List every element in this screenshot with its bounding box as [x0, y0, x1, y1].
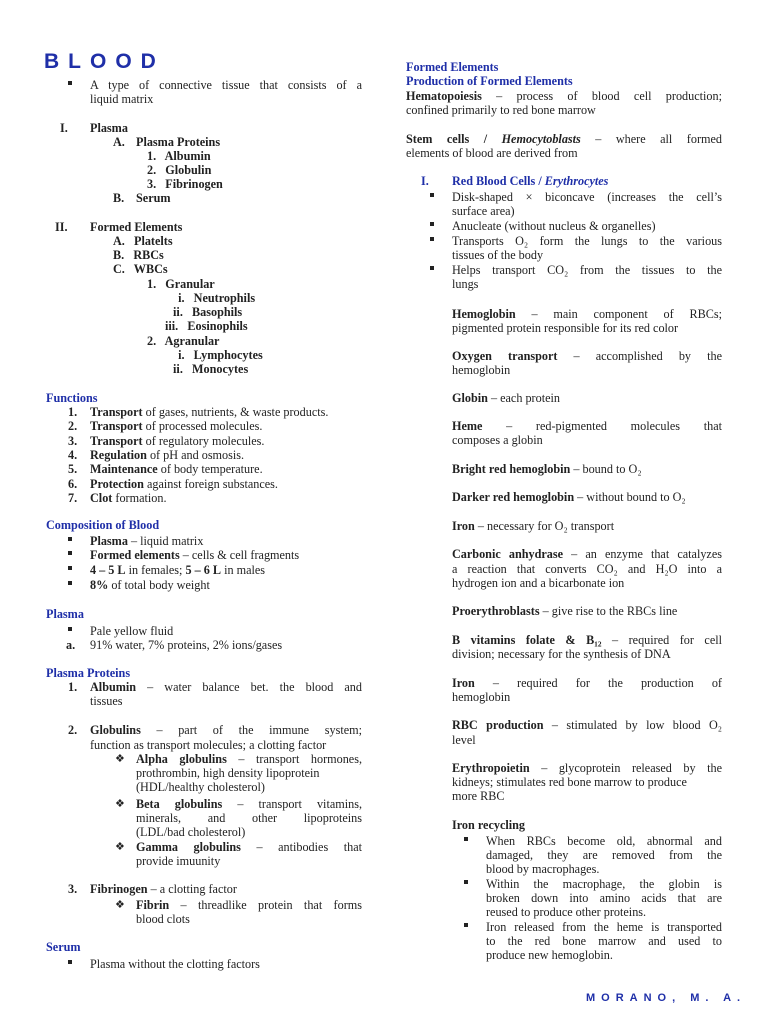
rbc-num: I.: [421, 174, 429, 188]
function-item: Regulation of pH and osmosis.: [90, 447, 245, 462]
outline-eosinophils: iii. Eosinophils: [165, 319, 248, 333]
function-item: Transport of regulatory molecules.: [90, 433, 265, 448]
stem-cells-text-cont: elements of blood are derived from: [406, 146, 578, 160]
function-item: Maintenance of body temperature.: [90, 462, 263, 477]
serum-heading: Serum: [46, 940, 81, 954]
beta-text-cont: minerals, and other lipoproteins: [136, 811, 362, 825]
diamond-bullet-icon: ❖: [115, 899, 125, 911]
author-footer: MORANO, M. A.: [586, 992, 747, 1004]
outline-num: II.: [55, 220, 68, 234]
outline-globulin: 2. Globulin: [147, 163, 212, 177]
function-item: Clot formation.: [90, 490, 167, 505]
outline-lymphocytes: i. Lymphocytes: [172, 348, 263, 362]
iron-production-text-cont: hemoglobin: [452, 690, 511, 704]
bullet-icon: [430, 222, 434, 226]
diamond-bullet-icon: ❖: [115, 798, 125, 810]
outline-albumin: 1. Albumin: [147, 149, 211, 163]
composition-weight: 8% of total body weight: [90, 578, 210, 592]
outline-serum: Serum: [136, 191, 171, 205]
list-number: 4.: [68, 447, 78, 462]
outline-platelets: A. Platelts: [113, 234, 173, 248]
rbc-production-text: RBC production – stimulated by low blood O₂: [452, 718, 723, 732]
hemoglobin-text-cont: pigmented protein responsible for its red color: [452, 321, 679, 335]
carbonic-text: Carbonic anhydrase – an enzyme that catalyzes: [452, 547, 722, 561]
composition-formed: Formed elements – cells & cell fragments: [90, 548, 300, 562]
bullet-icon: [68, 551, 72, 555]
outline-plasma-proteins: Plasma Proteins: [136, 135, 221, 149]
iron-production-text: Iron – required for the production of: [452, 676, 722, 690]
functions-heading: Functions: [46, 391, 98, 405]
bullet-icon: [68, 960, 72, 964]
erythropoietin-text-cont: more RBC: [452, 789, 505, 803]
carbonic-text-cont: a reaction that converts CO₂ and H₂O into a: [452, 562, 722, 576]
fibrin-text: Fibrin – threadlike protein that forms: [136, 898, 362, 912]
outline-plasma: Plasma: [90, 121, 128, 135]
rbc-item-cont: tissues of the body: [452, 248, 544, 262]
recycling-item: When RBCs become old, abnormal and: [486, 834, 722, 848]
bullet-icon: [68, 537, 72, 541]
list-number: 5.: [68, 462, 78, 477]
albumin-text: Albumin – water balance bet. the blood and: [90, 680, 362, 694]
stem-cells-text: Stem cells / Hemocytoblasts – where all formed: [406, 132, 722, 146]
list-letter: a.: [66, 638, 76, 652]
globulins-text-cont: function as transport molecules; a clotting factor: [90, 738, 327, 752]
fibrinogen-text: Fibrinogen – a clotting factor: [90, 882, 237, 896]
rbc-item: Helps transport CO₂ from the tissues to the: [452, 263, 722, 277]
b-vitamins-text: B vitamins folate & B₁₂ – required for cell: [452, 633, 723, 647]
oxygen-text: Oxygen transport – accomplished by the: [452, 349, 722, 363]
list-number: 2.: [68, 419, 78, 434]
hematopoiesis-text-cont: confined primarily to red bone marrow: [406, 103, 596, 117]
proerythroblasts-text: Proerythroblasts – give rise to the RBCs line: [452, 604, 678, 618]
erythropoietin-text: Erythropoietin – glycoprotein released by the: [452, 761, 722, 775]
alpha-text-cont: (HDL/healthy cholesterol): [136, 780, 265, 794]
intro-text: A type of connective tissue that consists of a: [90, 78, 362, 92]
list-number: 1.: [68, 680, 78, 694]
composition-plasma: Plasma – liquid matrix: [90, 534, 204, 548]
outline-formed: Formed Elements: [90, 220, 183, 234]
outline-rbcs: B. RBCs: [113, 248, 164, 262]
function-item: Transport of gases, nutrients, & waste products.: [90, 405, 329, 419]
list-number: 6.: [68, 476, 78, 491]
function-item: Protection against foreign substances.: [90, 476, 278, 491]
bright-red-text: Bright red hemoglobin – bound to O₂: [452, 462, 642, 476]
rbc-item-cont: lungs: [452, 277, 479, 291]
recycling-item-cont: blood by macrophages.: [486, 862, 600, 876]
outline-num: A.: [113, 135, 125, 149]
alpha-text-cont: prothrombin, high density lipoprotein: [136, 766, 320, 780]
recycling-item-cont: to the red bone marrow and used to: [486, 934, 722, 948]
recycling-item: Within the macrophage, the globin is: [486, 877, 722, 891]
beta-text: Beta globulins – transport vitamins,: [136, 797, 362, 811]
iron-recycling-heading: Iron recycling: [452, 818, 526, 832]
list-number: 3.: [68, 882, 78, 896]
diamond-bullet-icon: ❖: [115, 841, 125, 853]
plasma-item: 91% water, 7% proteins, 2% ions/gases: [90, 638, 283, 652]
recycling-item: Iron released from the heme is transported: [486, 920, 722, 934]
heme-text: Heme – red-pigmented molecules that: [452, 419, 722, 433]
outline-basophils: ii. Basophils: [170, 305, 243, 319]
bullet-icon: [430, 266, 434, 270]
erythropoietin-text-cont: kidneys; stimulates red bone marrow to produce: [452, 775, 687, 789]
carbonic-text-cont: hydrogen ion and a bicarbonate ion: [452, 576, 625, 590]
bullet-icon: [430, 237, 434, 241]
outline-agranular: 2. Agranular: [147, 334, 220, 348]
bullet-icon: [68, 81, 72, 85]
rbc-item: Disk-shaped × biconcave (increases the cell’s: [452, 190, 722, 204]
rbc-item: Anucleate (without nucleus & organelles): [452, 219, 656, 233]
outline-monocytes: ii. Monocytes: [170, 362, 249, 376]
hematopoiesis-text: Hematopoiesis – process of blood cell production;: [406, 89, 722, 103]
recycling-item-cont: broken down into amino acids that are: [486, 891, 722, 905]
hemoglobin-text: Hemoglobin – main component of RBCs;: [452, 307, 722, 321]
composition-volume: 4 – 5 L in females; 5 – 6 L in males: [90, 563, 266, 577]
outline-neutrophils: i. Neutrophils: [172, 291, 256, 305]
globulins-text: Globulins – part of the immune system;: [90, 723, 362, 737]
list-number: 1.: [68, 405, 78, 419]
bullet-icon: [68, 566, 72, 570]
bullet-icon: [464, 923, 468, 927]
plasma-heading: Plasma: [46, 607, 84, 621]
serum-item: Plasma without the clotting factors: [90, 957, 260, 971]
outline-fibrinogen: 3. Fibrinogen: [147, 177, 223, 191]
beta-text-cont: (LDL/bad cholesterol): [136, 825, 246, 839]
outline-num: B.: [113, 191, 125, 205]
rbc-heading: Red Blood Cells / Erythrocytes: [452, 174, 609, 188]
bullet-icon: [464, 837, 468, 841]
b-vitamins-text-cont: division; necessary for the synthesis of DNA: [452, 647, 671, 661]
outline-num: I.: [60, 121, 68, 135]
globin-text: Globin – each protein: [452, 391, 560, 405]
rbc-item-cont: surface area): [452, 204, 515, 218]
bullet-icon: [430, 193, 434, 197]
bullet-icon: [68, 627, 72, 631]
gamma-text-cont: provide imuunity: [136, 854, 221, 868]
list-number: 2.: [68, 723, 78, 737]
bullet-icon: [464, 880, 468, 884]
list-number: 3.: [68, 433, 78, 448]
formed-heading: Formed Elements: [406, 60, 499, 74]
alpha-text: Alpha globulins – transport hormones,: [136, 752, 362, 766]
albumin-text-cont: tissues: [90, 694, 123, 708]
outline-granular: 1. Granular: [147, 277, 215, 291]
bullet-icon: [68, 581, 72, 585]
recycling-item-cont: damaged, they are removed from the: [486, 848, 722, 862]
list-number: 7.: [68, 490, 78, 505]
fibrin-text-cont: blood clots: [136, 912, 190, 926]
recycling-item-cont: produce new hemoglobin.: [486, 948, 613, 962]
iron-text: Iron – necessary for O₂ transport: [452, 519, 615, 533]
composition-heading: Composition of Blood: [46, 518, 160, 532]
production-heading: Production of Formed Elements: [406, 74, 573, 88]
rbc-item: Transports O₂ form the lungs to the various: [452, 234, 722, 248]
diamond-bullet-icon: ❖: [115, 753, 125, 765]
gamma-text: Gamma globulins – antibodies that: [136, 840, 362, 854]
function-item: Transport of processed molecules.: [90, 419, 263, 434]
intro-text-cont: liquid matrix: [90, 92, 154, 106]
oxygen-text-cont: hemoglobin: [452, 363, 511, 377]
outline-wbcs: C. WBCs: [113, 262, 168, 276]
plasma-proteins-heading: Plasma Proteins: [46, 666, 131, 680]
darker-red-text: Darker red hemoglobin – without bound to O₂: [452, 490, 686, 504]
heme-text-cont: composes a globin: [452, 433, 543, 447]
page-title: BLOOD: [44, 50, 165, 73]
recycling-item-cont: reused to produce other proteins.: [486, 905, 647, 919]
plasma-item: Pale yellow fluid: [90, 624, 174, 638]
rbc-production-text-cont: level: [452, 733, 476, 747]
